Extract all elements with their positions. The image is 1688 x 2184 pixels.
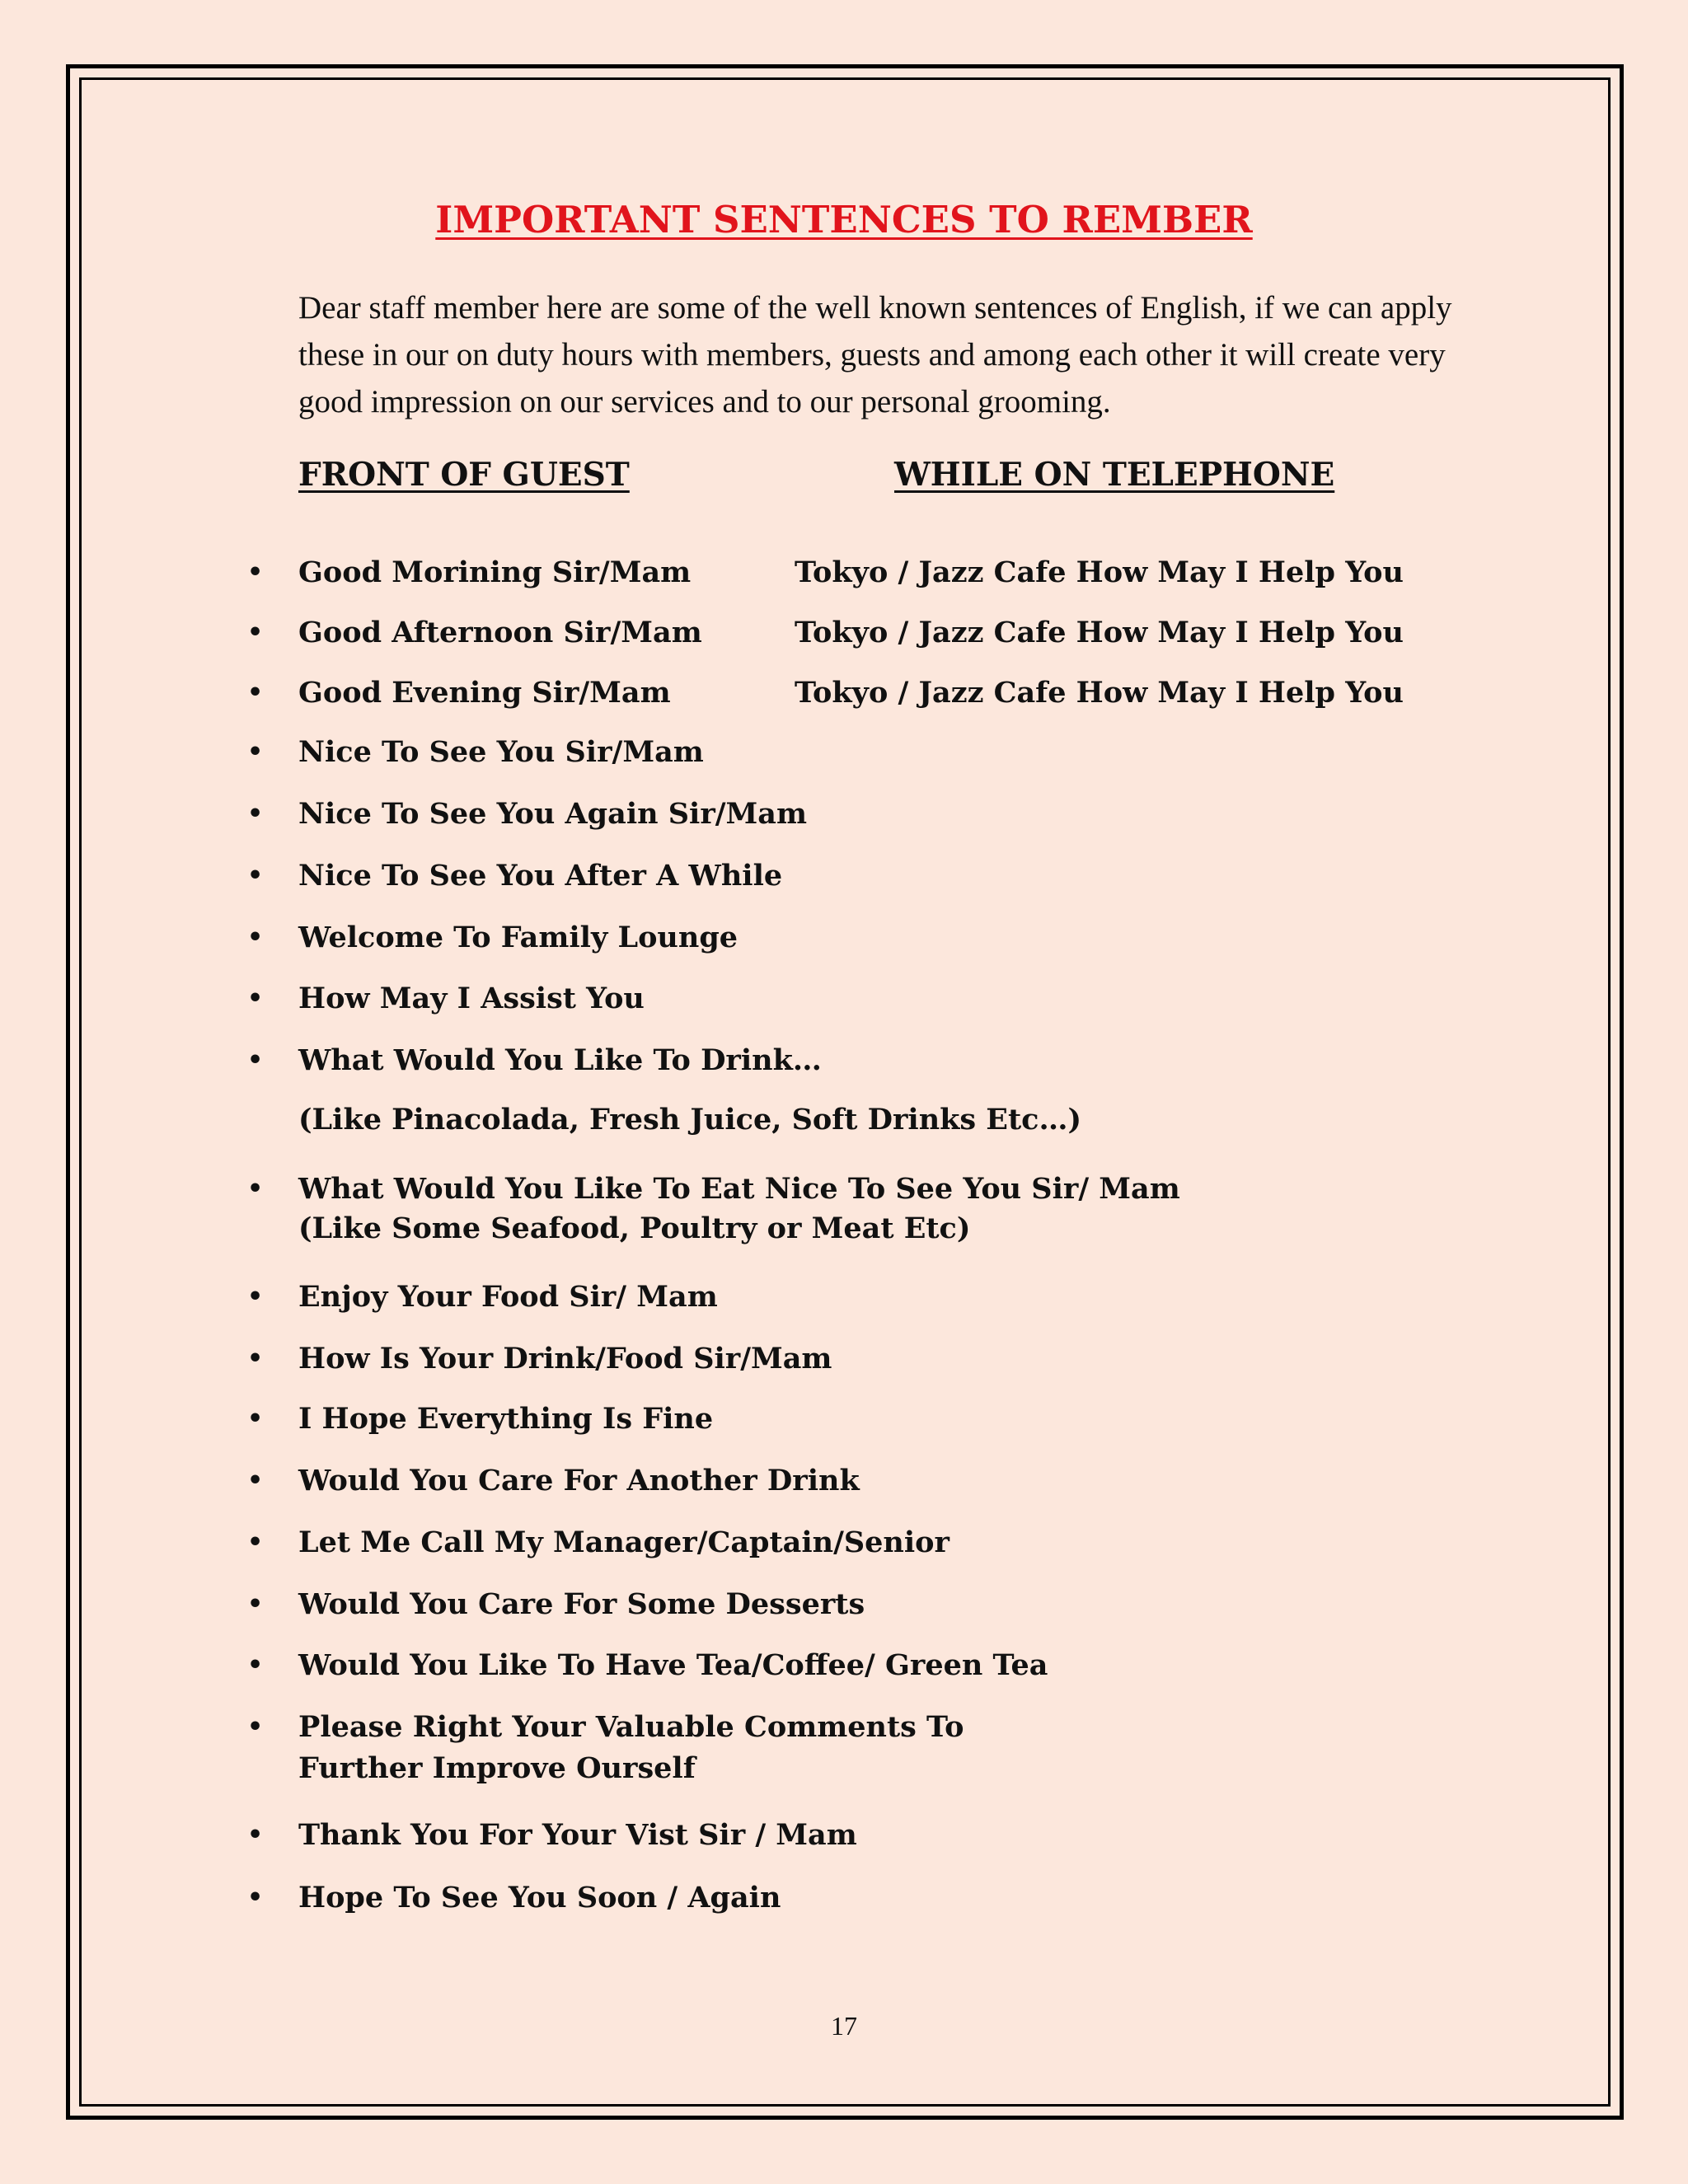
list-item: Nice To See You After A While (298, 859, 783, 893)
telephone-phrase: Tokyo / Jazz Cafe How May I Help You (795, 616, 1404, 649)
bullet-icon: • (247, 678, 264, 707)
bullet-icon: • (247, 618, 264, 647)
bullet-icon: • (247, 1883, 264, 1912)
bullet-icon: • (247, 1590, 264, 1619)
bullet-icon: • (247, 1528, 264, 1557)
heading-while-on-telephone: WHILE ON TELEPHONE (894, 456, 1335, 494)
list-item: How Is Your Drink/Food Sir/Mam (298, 1342, 832, 1376)
bullet-icon: • (247, 1713, 264, 1741)
bullet-icon: • (247, 1282, 264, 1311)
list-item: Good Morining Sir/Mam (298, 555, 692, 589)
bullet-icon: • (247, 984, 264, 1013)
list-item: Nice To See You Again Sir/Mam (298, 797, 808, 831)
list-item: Would You Care For Another Drink (298, 1464, 860, 1497)
list-item: Would You Care For Some Desserts (298, 1587, 865, 1621)
list-item: Thank You For Your Vist Sir / Mam (298, 1818, 857, 1852)
list-item: Nice To See You Sir/Mam (298, 735, 704, 769)
bullet-icon: • (247, 1466, 264, 1495)
list-item: Let Me Call My Manager/Captain/Senior (298, 1526, 950, 1559)
list-item: Good Afternoon Sir/Mam (298, 616, 702, 649)
bullet-icon: • (247, 1651, 264, 1680)
list-item: How May I Assist You (298, 982, 645, 1015)
telephone-phrase: Tokyo / Jazz Cafe How May I Help You (795, 555, 1404, 589)
telephone-phrase: Tokyo / Jazz Cafe How May I Help You (795, 676, 1404, 710)
bullet-icon: • (247, 1046, 264, 1075)
bullet-icon: • (247, 738, 264, 766)
page-title: IMPORTANT SENTENCES TO REMBER (435, 198, 1253, 241)
list-item: What Would You Like To Drink… (298, 1043, 822, 1077)
list-item: Would You Like To Have Tea/Coffee/ Green Tea (298, 1648, 1048, 1682)
list-item-note: (Like Pinacolada, Fresh Juice, Soft Drinks Etc…) (298, 1103, 1082, 1137)
bullet-icon: • (247, 558, 264, 587)
bullet-icon: • (247, 799, 264, 828)
bullet-icon: • (247, 1174, 264, 1203)
heading-front-of-guest: FRONT OF GUEST (298, 456, 630, 494)
list-item-note: Further Improve Ourself (298, 1751, 696, 1785)
page-number: 17 (831, 2011, 857, 2041)
list-item: I Hope Everything Is Fine (298, 1402, 714, 1436)
list-item: What Would You Like To Eat Nice To See You Sir/ Mam (298, 1172, 1180, 1206)
list-item: Please Right Your Valuable Comments To (298, 1710, 964, 1744)
list-item: Enjoy Your Food Sir/ Mam (298, 1280, 718, 1314)
intro-paragraph: Dear staff member here are some of the well known sentences of English, if we can apply these in our on duty hours with members, guests and among each other it will create very good impression on our services and to our personal grooming. (298, 290, 1452, 419)
bullet-icon: • (247, 1344, 264, 1373)
list-item: Hope To See You Soon / Again (298, 1881, 781, 1915)
bullet-icon: • (247, 923, 264, 952)
bullet-icon: • (247, 1404, 264, 1433)
bullet-icon: • (247, 1821, 264, 1849)
bullet-icon: • (247, 861, 264, 890)
list-item-note: (Like Some Seafood, Poultry or Meat Etc) (298, 1212, 971, 1245)
list-item: Good Evening Sir/Mam (298, 676, 671, 710)
list-item: Welcome To Family Lounge (298, 921, 738, 954)
